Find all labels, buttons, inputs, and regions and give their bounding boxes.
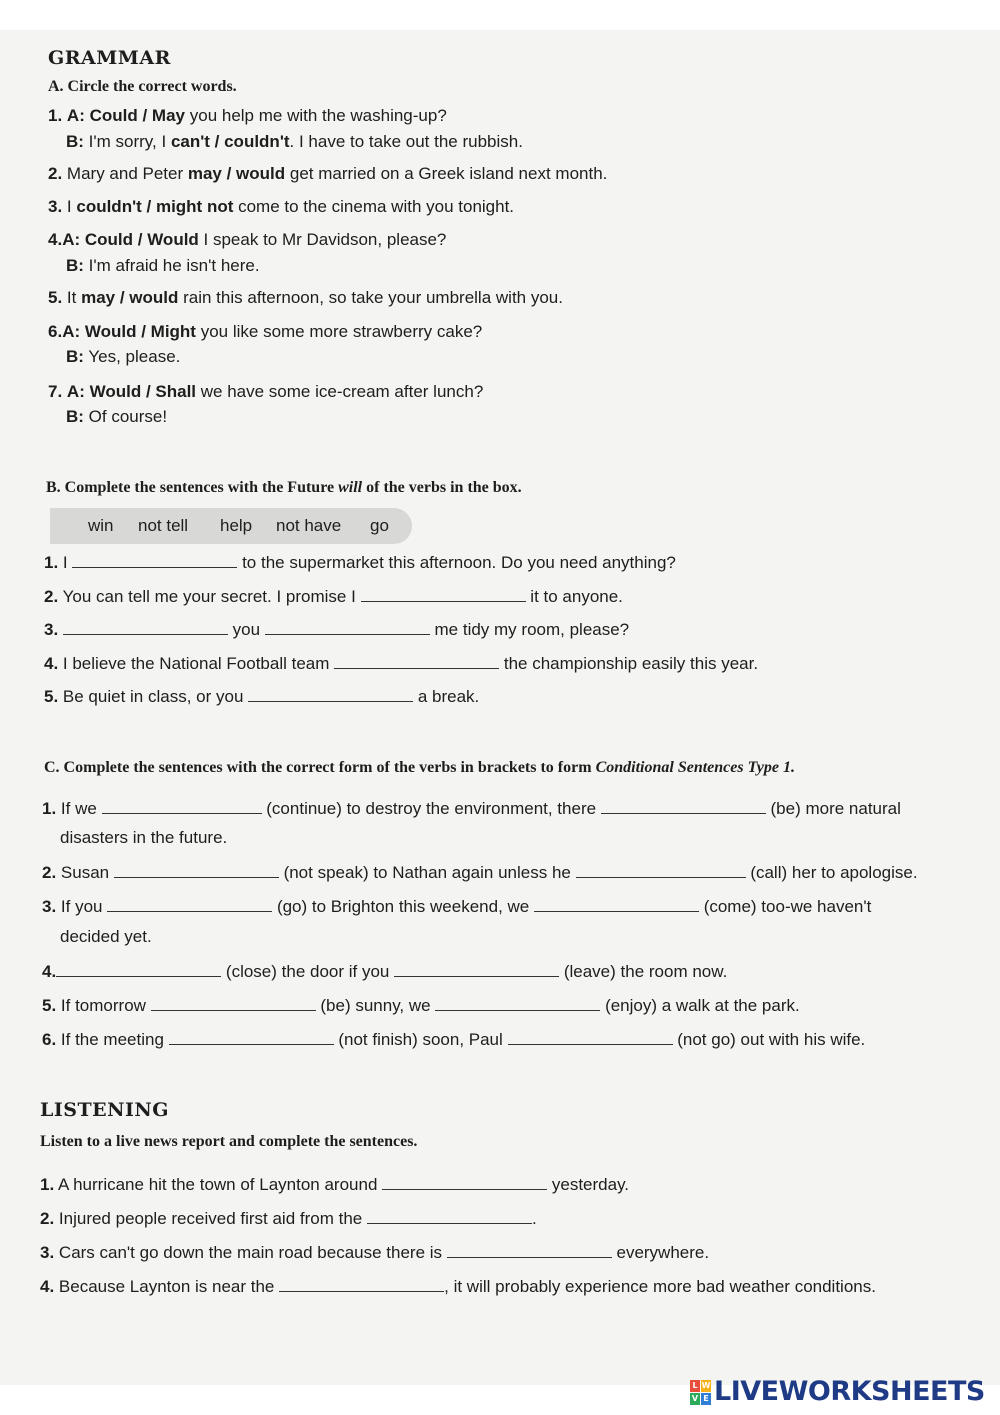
item-number: 1. [42,799,57,818]
c-item-3-continued: decided yet. [60,927,152,946]
item-number: 2. [48,164,63,183]
word-box-item: help [220,516,253,535]
answer-blank[interactable] [367,1211,532,1224]
item-number: 2. [44,587,59,606]
a-item-7-answer [66,407,167,427]
word-choice[interactable]: Would / Might [84,322,196,341]
a-item-4-answer [66,256,260,276]
listening-heading: LISTENING [40,1099,169,1121]
item-number: 7. [48,382,63,401]
section-a-instruction: A. Circle the correct words. [48,78,237,95]
sentence-text: It [62,288,82,307]
sentence-text: it to anyone. [525,587,623,606]
logo-tiles-icon [690,1380,712,1406]
word-choice[interactable]: Could / Would [84,230,199,249]
a-item-6-answer [66,347,180,367]
sentence-text: Susan [56,863,114,882]
item-number: 4. [44,654,59,673]
sentence-text: (go) to Brighton this weekend, we [272,897,534,916]
logo-wordmark: LIVEWORKSHEETS [714,1376,985,1407]
item-number: 5. [48,288,63,307]
sentence-text: If the meeting [56,1030,169,1049]
answer-blank[interactable] [151,998,316,1011]
word-box-item: go [370,516,389,535]
a-item-3 [48,197,514,217]
item-number: 6. [42,1030,57,1049]
a-item-4-question [48,230,446,250]
l-item-2 [40,1209,537,1229]
item-number: 3. [40,1243,55,1262]
sentence-text: (be) more natural [765,799,901,818]
answer-blank[interactable] [72,555,237,568]
sentence-text: you [227,620,265,639]
answer-blank[interactable] [361,589,526,602]
b-item-5 [44,687,479,707]
item-number: 2. [40,1209,55,1228]
sentence-text: everywhere. [611,1243,710,1262]
answer-blank[interactable] [334,656,499,669]
answer-blank[interactable] [447,1245,612,1258]
c-item-1-continued: disasters in the future. [60,828,228,847]
b-item-3 [44,620,629,640]
answer-blank[interactable] [265,622,430,635]
word-choice[interactable]: Could / May [89,106,186,125]
logo-tile: E [701,1393,711,1405]
answer-blank[interactable] [114,865,279,878]
item-number: 3. [48,197,63,216]
speaker-label: A: [62,230,81,249]
c-item-6 [42,1030,865,1050]
logo-tile: L [690,1380,700,1392]
answer-blank[interactable] [435,998,600,1011]
sentence-text: Mary and Peter [62,164,188,183]
b-item-1 [44,553,676,573]
item-number: 3. [44,620,59,639]
item-number: 4. [40,1277,55,1296]
sentence-text: rain this afternoon, so take your umbrella with you. [178,288,563,307]
word-box [50,508,412,544]
word-box-item: win [88,516,114,535]
sentence-text: I [62,197,77,216]
answer-blank[interactable] [508,1032,673,1045]
sentence-text: (come) too-we haven't [698,897,872,916]
sentence-text: (call) her to apologise. [745,863,918,882]
sentence-text: the championship easily this year. [499,654,759,673]
sentence-text: get married on a Greek island next month. [285,164,608,183]
speaker-label: A: [66,382,85,401]
l-item-1 [40,1175,629,1195]
sentence-text: me tidy my room, please? [429,620,630,639]
word-box-item: not have [276,516,342,535]
sentence-text: If we [56,799,102,818]
answer-blank[interactable] [107,899,272,912]
sentence-text: (close) the door if you [221,962,395,981]
sentence-text: Because Laynton is near the [54,1277,280,1296]
sentence-text: Cars can't go down the main road because there is [54,1243,447,1262]
sentence-text: A hurricane hit the town of Laynton around [54,1175,383,1194]
a-item-7-question [48,382,483,402]
word-box-item: not tell [138,516,189,535]
item-number: 4. [48,230,63,249]
item-number: 5. [44,687,59,706]
sentence-text: (not speak) to Nathan again unless he [278,863,576,882]
answer-blank[interactable] [576,865,746,878]
item-number: 2. [42,863,57,882]
item-number: 1. [44,553,59,572]
sentence-text: to the supermarket this afternoon. Do you need anything? [237,553,676,572]
speaker-label: B: [66,256,84,275]
sentence-text: (leave) the room now. [559,962,728,981]
c-item-3 [42,897,871,917]
a-item-1-question [48,106,447,126]
item-number: 1. [48,106,63,125]
sentence-text: (be) sunny, we [315,996,436,1015]
sentence-text: , it will probably experience more bad weather conditions. [444,1277,876,1296]
answer-blank[interactable] [394,964,559,977]
c-item-2 [42,863,918,883]
sentence-text: I [58,553,73,572]
sentence-text: . I have to take out the rubbish. [289,132,523,151]
word-choice[interactable]: may / would [81,288,179,307]
sentence-text: You can tell me your secret. I promise I [58,587,361,606]
word-choice[interactable]: couldn't / might not [76,197,234,216]
logo-tile: V [691,1394,699,1403]
instruction-text: of the verbs in the box. [362,479,522,496]
instruction-text: C. Complete the sentences with the correct form of the verbs in brackets to form [44,759,596,776]
sentence-text: I believe the National Football team [58,654,335,673]
sentence-text: (enjoy) a walk at the park. [600,996,800,1015]
item-number: 1. [40,1175,55,1194]
c-item-4 [42,962,727,982]
listening-instruction: Listen to a live news report and complete the sentences. [40,1133,418,1150]
speaker-label: B: [66,407,84,426]
item-number: 3. [42,897,57,916]
word-choice[interactable]: Would / Shall [89,382,197,401]
b-item-4 [44,654,758,674]
sentence-text: (continue) to destroy the environment, there [261,799,601,818]
answer-blank[interactable] [279,1279,444,1292]
speaker-label: B: [66,132,84,151]
grammar-heading: GRAMMAR [48,47,171,69]
word-choice[interactable]: can't / couldn't [170,132,290,151]
sentence-text: . [531,1209,537,1228]
sentence-text: I'm sorry, I [83,132,171,151]
a-item-5 [48,288,563,308]
sentence-text: I speak to Mr Davidson, please? [198,230,447,249]
c-item-5 [42,996,800,1016]
speaker-label: A: [62,322,81,341]
instruction-emphasis: will [338,479,363,496]
sentence-text: Be quiet in class, or you [58,687,249,706]
sentence-text: Yes, please. [83,347,181,366]
a-item-1-answer [66,132,523,152]
item-number: 5. [42,996,57,1015]
sentence-text: you help me with the washing-up? [185,106,447,125]
answer-blank[interactable] [169,1032,334,1045]
answer-blank[interactable] [382,1177,547,1190]
sentence-text: come to the cinema with you tonight. [233,197,515,216]
a-item-2 [48,164,607,184]
answer-blank[interactable] [248,689,413,702]
word-choice[interactable]: may / would [187,164,286,183]
item-number: 4. [42,962,57,981]
c-item-1 [42,799,901,819]
answer-blank[interactable] [63,622,228,635]
a-item-6-question [48,322,482,342]
answer-blank[interactable] [56,964,221,977]
l-item-4 [40,1277,876,1297]
answer-blank[interactable] [102,801,262,814]
sentence-text: Of course! [83,407,168,426]
b-item-2 [44,587,623,607]
section-b-instruction [46,479,522,497]
sentence-text: (not finish) soon, Paul [333,1030,508,1049]
speaker-label: A: [66,106,85,125]
item-number: 6. [48,322,63,341]
answer-blank[interactable] [534,899,699,912]
logo-tile: W [701,1381,711,1390]
sentence-text: (not go) out with his wife. [672,1030,866,1049]
answer-blank[interactable] [601,801,766,814]
sentence-text: you like some more strawberry cake? [195,322,483,341]
speaker-label: B: [66,347,84,366]
instruction-emphasis: Conditional Sentences Type 1. [595,759,795,776]
l-item-3 [40,1243,709,1263]
sentence-text: I'm afraid he isn't here. [83,256,260,275]
sentence-text: If tomorrow [56,996,151,1015]
sentence-text: a break. [413,687,480,706]
section-c-instruction [44,759,795,777]
sentence-text: yesterday. [547,1175,630,1194]
sentence-text: we have some ice-cream after lunch? [196,382,484,401]
worksheet-page [0,30,1000,1407]
instruction-text: B. Complete the sentences with the Future [46,479,339,496]
sentence-text: Injured people received first aid from the [54,1209,367,1228]
sentence-text: If you [56,897,108,916]
